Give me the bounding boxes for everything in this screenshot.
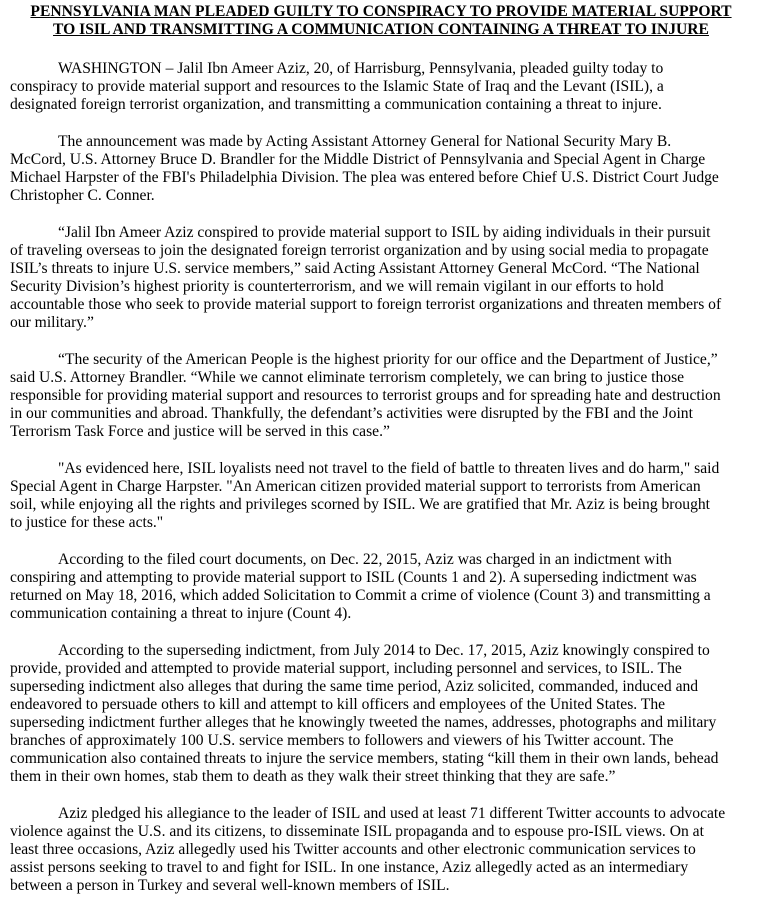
paragraph-line: said U.S. Attorney Brandler. “While we cannot eliminate terrorism completely, we can bring to justice those bbox=[10, 369, 685, 386]
paragraph-line: Special Agent in Charge Harpster. "An American citizen provided material support to terrorists from American bbox=[10, 478, 701, 495]
title-line: PENNSYLVANIA MAN PLEADED GUILTY TO CONSPIRACY TO PROVIDE MATERIAL SUPPORT bbox=[30, 3, 732, 20]
paragraph-line: According to the superseding indictment, from July 2014 to Dec. 17, 2015, Aziz knowingly conspired to bbox=[58, 642, 710, 659]
paragraph-line: assist persons seeking to travel to and fight for ISIL. In one instance, Aziz allegedly acted as an intermediary bbox=[10, 859, 689, 876]
paragraph-intro bbox=[10, 60, 752, 114]
paragraph-line: The announcement was made by Acting Assistant Attorney General for National Security Mary B. bbox=[58, 133, 672, 150]
paragraph-line: accountable those who seek to provide material support to foreign terrorist organizations and threaten members of bbox=[10, 296, 722, 313]
paragraph-line: least three occasions, Aziz allegedly used his Twitter accounts and other electronic communication services to bbox=[10, 841, 696, 858]
paragraph-mccord-quote bbox=[10, 224, 752, 332]
paragraph-line: conspiring and attempting to provide material support to ISIL (Counts 1 and 2). A superseding indictment was bbox=[10, 569, 697, 586]
paragraph-line: McCord, U.S. Attorney Bruce D. Brandler for the Middle District of Pennsylvania and Special Agent in Charge bbox=[10, 151, 706, 168]
paragraph-line: superseding indictment further alleges that he knowingly tweeted the names, addresses, photographs and military bbox=[10, 714, 717, 731]
paragraph-line: soil, while enjoying all the rights and privileges scorned by ISIL. We are gratified that Mr. Aziz is being brought bbox=[10, 496, 711, 513]
paragraph-line: to justice for these acts." bbox=[10, 514, 164, 531]
paragraph-announcement bbox=[10, 133, 752, 205]
paragraph-line: branches of approximately 100 U.S. service members to followers and viewers of his Twitter account. The bbox=[10, 732, 674, 749]
press-release-title bbox=[10, 3, 752, 39]
paragraph-line: “Jalil Ibn Ameer Aziz conspired to provide material support to ISIL by aiding individuals in their pursuit bbox=[58, 224, 711, 241]
title-line: TO ISIL AND TRANSMITTING A COMMUNICATION CONTAINING A THREAT TO INJURE bbox=[53, 21, 709, 38]
paragraph-line: "As evidenced here, ISIL loyalists need not travel to the field of battle to threaten lives and do harm," said bbox=[58, 460, 720, 477]
paragraph-allegiance bbox=[10, 805, 752, 895]
paragraph-harpster-quote bbox=[10, 460, 752, 532]
paragraph-line: returned on May 18, 2016, which added Solicitation to Commit a crime of violence (Count 3) and transmitting a bbox=[10, 587, 711, 604]
paragraph-line: Michael Harpster of the FBI's Philadelphia Division. The plea was entered before Chief U.S. District Court Judge bbox=[10, 169, 719, 186]
paragraph-line: endeavored to persuade others to kill and attempt to kill officers and employees of the United States. The bbox=[10, 696, 666, 713]
paragraph-line: “The security of the American People is the highest priority for our office and the Department of Justice,” bbox=[58, 351, 718, 368]
paragraph-line: of traveling overseas to join the designated foreign terrorist organization and by using social media to propagate bbox=[10, 242, 709, 259]
paragraph-line: between a person in Turkey and several well-known members of ISIL. bbox=[10, 877, 450, 894]
paragraph-court-documents bbox=[10, 551, 752, 623]
paragraph-brandler-quote bbox=[10, 351, 752, 441]
paragraph-line: ISIL’s threats to injure U.S. service members,” said Acting Assistant Attorney General McCord. “The National bbox=[10, 260, 700, 277]
paragraph-superseding-indictment bbox=[10, 642, 752, 786]
paragraph-line: communication containing a threat to injure (Count 4). bbox=[10, 605, 352, 622]
paragraph-line: violence against the U.S. and its citizens, to disseminate ISIL propaganda and to espouse pro-ISIL views. On at bbox=[10, 823, 704, 840]
paragraph-line: responsible for providing material support and resources to terrorist groups and for spreading hate and destruction bbox=[10, 387, 721, 404]
paragraph-line: Aziz pledged his allegiance to the leader of ISIL and used at least 71 different Twitter accounts to advocate bbox=[58, 805, 726, 822]
paragraph-line: Security Division’s highest priority is counterterrorism, and we will remain vigilant in our efforts to hold bbox=[10, 278, 664, 295]
paragraph-line: superseding indictment also alleges that during the same time period, Aziz solicited, commanded, induced and bbox=[10, 678, 699, 695]
paragraph-line: Christopher C. Conner. bbox=[10, 187, 155, 204]
paragraph-line: According to the filed court documents, on Dec. 22, 2015, Aziz was charged in an indictment with bbox=[58, 551, 672, 568]
paragraph-line: communication also contained threats to injure the service members, stating “kill them in their own lands, behead bbox=[10, 750, 719, 767]
paragraph-line: provide, provided and attempted to provide material support, including personnel and services, to ISIL. The bbox=[10, 660, 682, 677]
paragraph-line: them in their own homes, stab them to death as they walk their street thinking that they are safe.” bbox=[10, 768, 616, 785]
paragraph-line: our military.” bbox=[10, 314, 94, 331]
paragraph-line: Terrorism Task Force and justice will be served in this case.” bbox=[10, 423, 390, 440]
paragraph-line: conspiracy to provide material support and resources to the Islamic State of Iraq and the Levant (ISIL), a bbox=[10, 78, 664, 95]
paragraph-line: in our communities and abroad. Thankfully, the defendant’s activities were disrupted by the FBI and the Joint bbox=[10, 405, 693, 422]
paragraph-line: WASHINGTON – Jalil Ibn Ameer Aziz, 20, of Harrisburg, Pennsylvania, pleaded guilty today to bbox=[58, 60, 664, 77]
paragraph-line: designated foreign terrorist organization, and transmitting a communication containing a threat to injure. bbox=[10, 96, 662, 113]
press-release-page bbox=[10, 3, 752, 914]
